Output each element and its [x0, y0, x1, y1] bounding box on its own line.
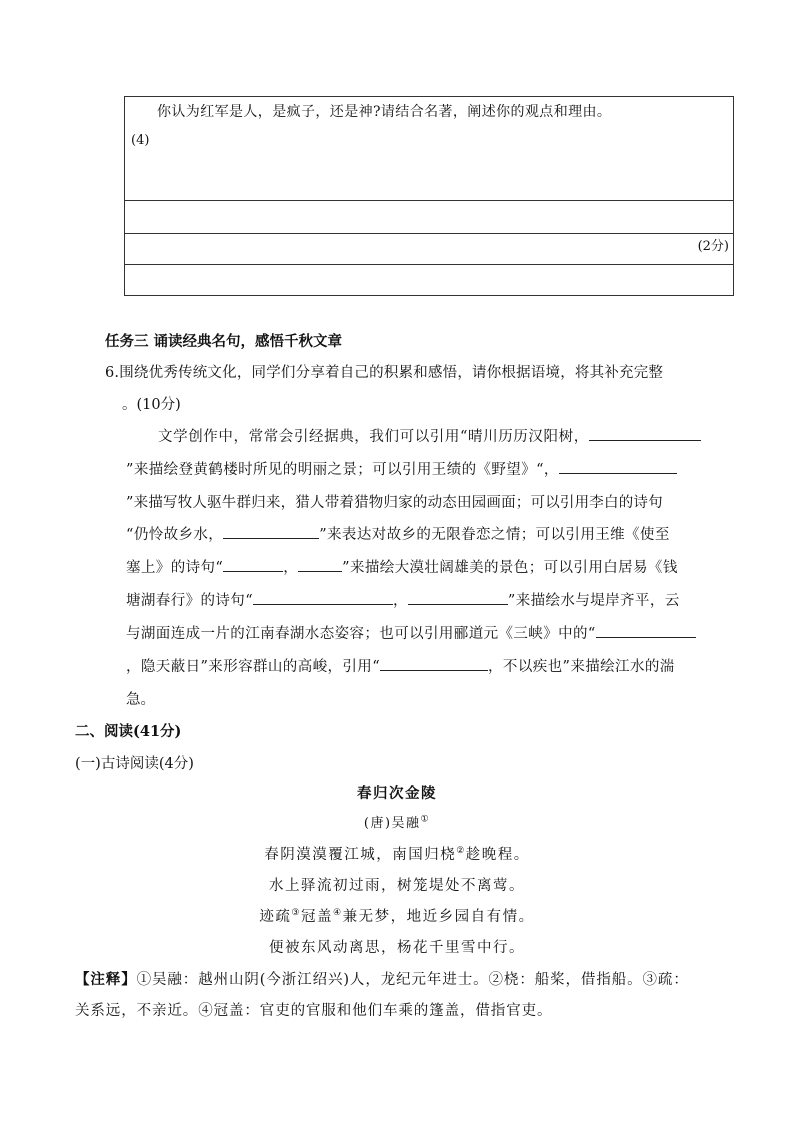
fill-blank[interactable]: [596, 623, 696, 638]
subsection-heading: (一)古诗阅读(4分): [75, 756, 194, 772]
answer-prompt: 你认为红军是人，是疯子，还是神?请结合名著，阐述你的观点和理由。: [157, 104, 612, 120]
passage-text: ”来描绘登黄鹤楼时所见的明丽之景；可以引用王绩的《野望》“，: [126, 462, 559, 478]
notes-text: ①吴融：越州山阴(今浙江绍兴)人，龙纪元年进士。②桡：船桨，借指船。③疏：: [136, 972, 689, 988]
answer-line[interactable]: [125, 264, 733, 265]
passage-text: “仍怜故乡水，: [126, 527, 224, 543]
passage-line: [126, 655, 675, 676]
fill-blank[interactable]: [380, 656, 488, 671]
answer-line[interactable]: [125, 233, 733, 234]
note-marker: ①: [420, 814, 431, 825]
question-number: (4): [131, 133, 150, 148]
score-label: (2分): [697, 239, 729, 254]
passage-line: 急。: [126, 692, 155, 708]
poem-title: 春归次金陵: [357, 785, 437, 802]
passage-text: ，不以疾也”来描绘江水的湍: [488, 659, 675, 675]
poem-text: 冠盖: [301, 909, 333, 925]
fill-blank[interactable]: [559, 459, 677, 474]
poem-author: [0, 812, 794, 831]
poem-line: [0, 905, 794, 926]
section-heading: 二、阅读(41分): [75, 723, 182, 740]
passage-line: [126, 523, 670, 544]
task3-heading: 任务三 诵读经典名句，感悟千秋文章: [105, 333, 343, 350]
note-marker: ④: [333, 908, 343, 919]
answer-line[interactable]: [125, 200, 733, 201]
poem-text: 迹疏: [259, 909, 292, 925]
passage-text: 塞上》的诗句“: [126, 560, 224, 576]
passage-text: 塘湖春行》的诗句“: [126, 593, 254, 609]
poem-line: 水上驿流初过雨，树笼堤处不离莺。: [269, 878, 525, 894]
passage-text: ，隐天蔽日”来形容群山的高峻，引用“: [126, 659, 381, 675]
passage-text: ，: [283, 560, 299, 576]
passage-text: ”来表达对故乡的无限眷恋之情；可以引用王维《使至: [319, 527, 670, 543]
poem-text: 兼无梦，地近乡园自有情。: [342, 909, 535, 925]
question-6-line: 。(10分): [122, 397, 181, 413]
question-6-line: 6.围绕优秀传统文化，同学们分享着自己的积累和感悟，请你根据语境，将其补充完整: [105, 365, 664, 381]
passage-text: ”来描绘大漠壮阔雄美的景色；可以引用白居易《钱: [342, 560, 678, 576]
passage-line: [126, 589, 680, 610]
passage-line: [158, 425, 701, 446]
poem-line: [0, 843, 794, 864]
fill-blank[interactable]: [253, 590, 393, 605]
passage-line: [126, 458, 677, 479]
fill-blank[interactable]: [589, 426, 701, 441]
passage-text: ，: [393, 593, 408, 609]
passage-line: [126, 556, 678, 577]
passage-text: 文学创作中，常常会引经据典，我们可以引用“晴川历历汉阳树，: [158, 429, 589, 445]
note-marker: ②: [456, 846, 466, 857]
fill-blank[interactable]: [223, 524, 319, 539]
fill-blank[interactable]: [223, 557, 283, 572]
fill-blank[interactable]: [298, 557, 342, 572]
passage-line: ”来描写牧人驱牛群归来，猎人带着猎物归家的动态田园画面；可以引用李白的诗句: [126, 495, 663, 511]
poem-text: 趁晚程。: [465, 847, 530, 863]
notes-line: [75, 968, 689, 989]
note-marker: ③: [291, 908, 301, 919]
fill-blank[interactable]: [408, 590, 508, 605]
notes-line: 关系远，不亲近。④冠盖：官吏的官服和他们车乘的篷盖，借指官吏。: [75, 1003, 553, 1019]
passage-text: ”来描绘水与堤岸齐平，云: [507, 593, 680, 609]
passage-text: 与湖面连成一片的江南春湖水态姿容；也可以引用郦道元《三峡》中的“: [126, 626, 596, 642]
poem-line: 便被东风动离思，杨花千里雪中行。: [269, 940, 525, 956]
passage-line: [126, 622, 696, 643]
notes-label: 【注释】: [75, 971, 137, 988]
answer-box: [124, 96, 734, 296]
author-name: (唐)吴融: [363, 816, 421, 831]
poem-text: 春阴漠漠覆江城，南国归桡: [264, 847, 457, 863]
